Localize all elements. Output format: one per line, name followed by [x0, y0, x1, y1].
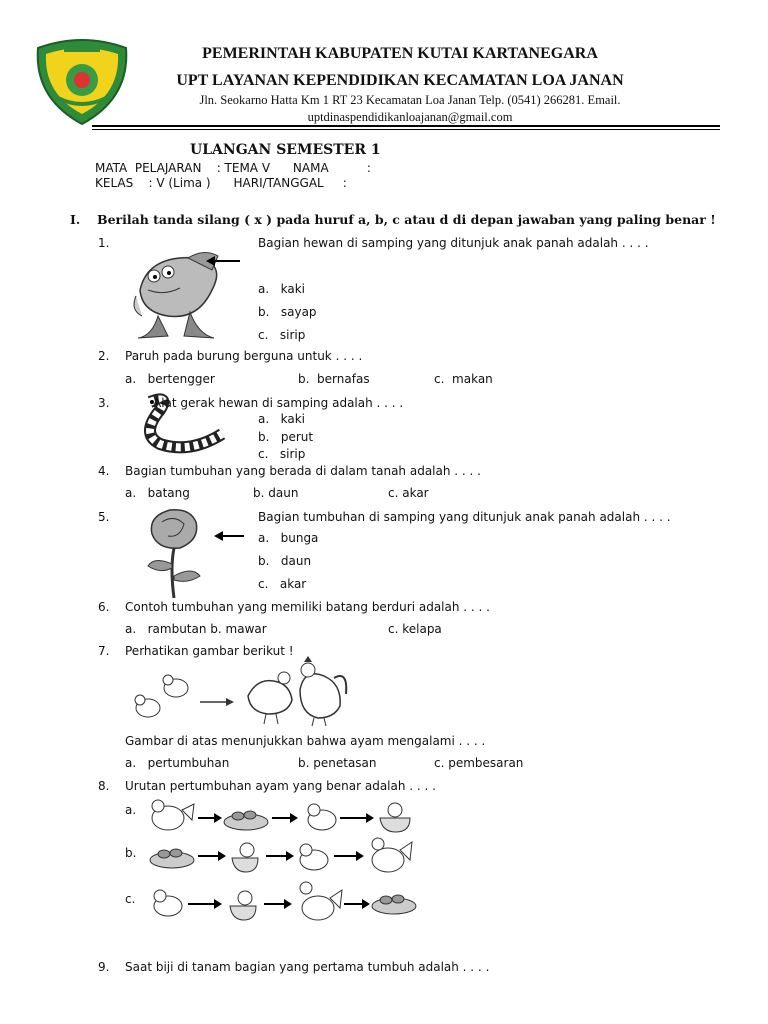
- q5-option-a: a. bunga: [258, 531, 319, 545]
- q5-number: 5.: [98, 510, 110, 524]
- header-line-1: PEMERINTAH KABUPATEN KUTAI KARTANEGARA: [202, 45, 598, 62]
- q5-arrow-icon: [214, 531, 244, 541]
- header-email: uptdinaspendidikanloajanan@gmail.com: [307, 110, 513, 124]
- rose-illustration: [140, 508, 210, 600]
- q1-text: Bagian hewan di samping yang ditunjuk anak panah adalah . . . .: [258, 236, 649, 250]
- q2-text: Paruh pada burung berguna untuk . . . .: [125, 349, 363, 363]
- q9-number: 9.: [98, 960, 110, 974]
- q8-sequence-c: [146, 876, 416, 926]
- q4-option-a: a. batang: [125, 486, 190, 500]
- q8-option-c-label: c.: [125, 892, 136, 906]
- q6-option-a: a. rambutan b. mawar: [125, 622, 267, 636]
- exam-subject-row: MATA PELAJARAN : TEMA V NAMA :: [95, 161, 371, 175]
- q1-number: 1.: [98, 236, 110, 250]
- q4-option-c: c. akar: [388, 486, 429, 500]
- q8-option-a-label: a.: [125, 803, 137, 817]
- header-address: Jln. Seokarno Hatta Km 1 RT 23 Kecamatan Loa Janan Telp. (0541) 266281. Email.: [199, 93, 621, 107]
- q3-text: Alat gerak hewan di samping adalah . . . .: [153, 396, 404, 410]
- q8-option-b-label: b.: [125, 846, 137, 860]
- exam-title: ULANGAN SEMESTER 1: [190, 142, 381, 158]
- q3-option-a: a. kaki: [258, 412, 305, 426]
- q4-text: Bagian tumbuhan yang berada di dalam tanah adalah . . . .: [125, 464, 481, 478]
- q1-option-b: b. sayap: [258, 305, 317, 319]
- q7-option-b: b. penetasan: [298, 756, 377, 770]
- q8-text: Urutan pertumbuhan ayam yang benar adalah . . . .: [125, 779, 436, 793]
- q1-option-a: a. kaki: [258, 282, 305, 296]
- q2-option-c: c. makan: [434, 372, 493, 386]
- q2-option-a: a. bertengger: [125, 372, 215, 386]
- q4-number: 4.: [98, 464, 110, 478]
- section-instruction: Berilah tanda silang ( x ) pada huruf a, b, c atau d di depan jawaban yang paling benar !: [97, 212, 716, 227]
- q3-number: 3.: [98, 396, 110, 410]
- q3-option-b: b. perut: [258, 430, 314, 444]
- q4-option-b: b. daun: [253, 486, 299, 500]
- q5-option-b: b. daun: [258, 554, 312, 568]
- header-divider-thin: [92, 129, 720, 130]
- q8-number: 8.: [98, 779, 110, 793]
- q7-text-2: Gambar di atas menunjukkan bahwa ayam mengalami . . . .: [125, 734, 486, 748]
- q1-option-c: c. sirip: [258, 328, 306, 342]
- q8-sequence-b: [146, 832, 416, 880]
- q6-number: 6.: [98, 600, 110, 614]
- q5-text: Bagian tumbuhan di samping yang ditunjuk anak panah adalah . . . .: [258, 510, 671, 524]
- header-divider: [92, 125, 720, 127]
- chick-growth-illustration: [128, 656, 348, 726]
- q7-option-c: c. pembesaran: [434, 756, 524, 770]
- exam-class-row: KELAS : V (Lima ) HARI/TANGGAL :: [95, 176, 347, 190]
- q2-option-b: b. bernafas: [298, 372, 370, 386]
- header-line-2: UPT LAYANAN KEPENDIDIKAN KECAMATAN LOA JANAN: [176, 72, 624, 89]
- q5-option-c: c. akar: [258, 577, 307, 591]
- q1-arrow-icon: [206, 256, 240, 266]
- q7-number: 7.: [98, 644, 110, 658]
- q6-option-c: c. kelapa: [388, 622, 442, 636]
- q9-text: Saat biji di tanam bagian yang pertama tumbuh adalah . . . .: [125, 960, 490, 974]
- section-number: I.: [70, 212, 81, 227]
- q7-option-a: a. pertumbuhan: [125, 756, 230, 770]
- q7-text: Perhatikan gambar berikut !: [125, 644, 294, 658]
- q3-option-c: c. sirip: [258, 447, 306, 461]
- q2-number: 2.: [98, 349, 110, 363]
- q6-text: Contoh tumbuhan yang memiliki batang berduri adalah . . . .: [125, 600, 490, 614]
